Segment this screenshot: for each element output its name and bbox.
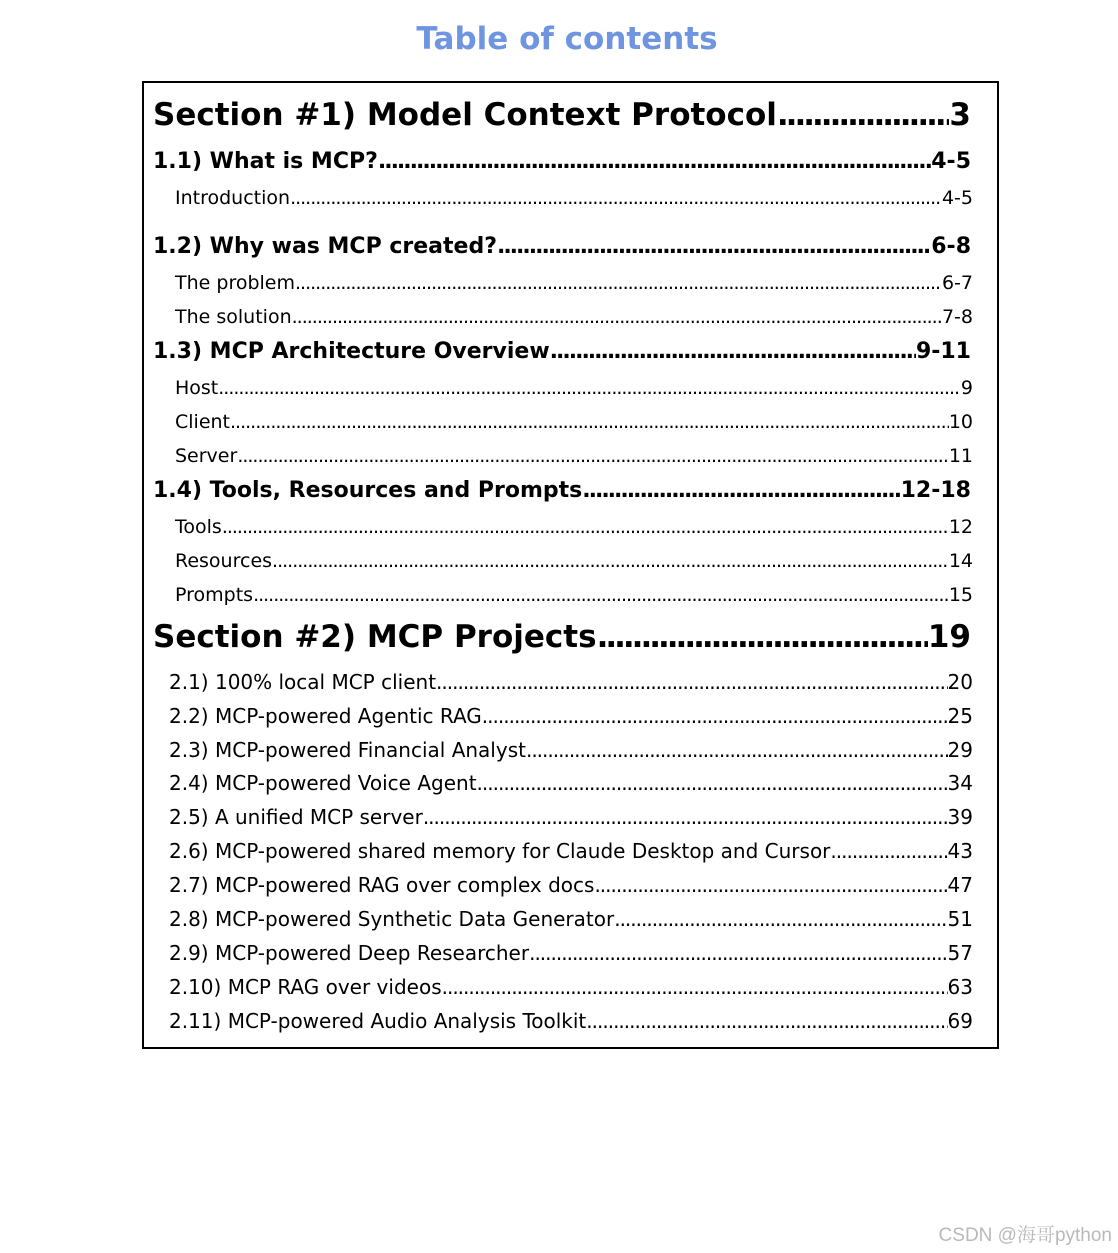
toc-subsection[interactable] [153,232,971,262]
toc-item[interactable] [175,184,973,212]
toc-project-item[interactable] [169,972,973,1002]
toc-page-number: 34 [947,771,973,795]
toc-page-number: 11 [948,445,973,467]
toc-item[interactable] [175,408,973,436]
toc-label: 1.3) MCP Architecture Overview [153,339,550,364]
toc-label: Section #2) MCP Projects [153,619,597,655]
toc-project-item[interactable] [169,701,973,731]
toc-page-number: 6-8 [931,234,971,259]
toc-label: 2.9) MCP-powered Deep Researcher [169,941,530,965]
toc-page-number: 4-5 [931,149,971,174]
toc-section-2[interactable] [153,617,971,657]
toc-subsection[interactable] [153,337,971,367]
leader-dots [477,768,948,798]
toc-page-number: 10 [948,411,973,433]
leader-dots [436,667,948,697]
leader-dots [777,95,950,135]
toc-page-number: 29 [947,738,973,762]
toc-page-number: 69 [947,1009,973,1033]
toc-page-number: 14 [948,550,973,572]
toc-project-item[interactable] [169,768,973,798]
toc-label: 1.1) What is MCP? [153,149,378,174]
leader-dots [526,735,948,765]
toc-label: 2.4) MCP-powered Voice Agent [169,771,477,795]
toc-project-item[interactable] [169,836,973,866]
toc-label: 2.11) MCP-powered Audio Analysis Toolkit [169,1009,587,1033]
leader-dots [253,581,949,609]
toc-label: 2.5) A unified MCP server [169,805,423,829]
leader-dots [295,269,942,297]
toc-label: 2.7) MCP-powered RAG over complex docs [169,873,595,897]
toc-label: 2.10) MCP RAG over videos [169,975,442,999]
leader-dots [230,408,949,436]
toc-page-number: 4-5 [941,187,973,209]
leader-dots [237,442,949,470]
toc-section-1[interactable] [153,95,971,135]
toc-label: The problem [175,272,295,294]
toc-subsection[interactable] [153,476,971,506]
toc-page-number: 3 [949,97,971,133]
leader-dots [830,836,947,866]
toc-item[interactable] [175,442,973,470]
leader-dots [482,701,948,731]
toc-page-number: 43 [947,839,973,863]
leader-dots [423,802,948,832]
toc-label: Host [175,377,219,399]
toc-label: 2.1) 100% local MCP client [169,670,437,694]
toc-page-number: 57 [947,941,973,965]
toc-page-number: 51 [947,907,973,931]
toc-label: Tools [175,516,222,538]
leader-dots [550,337,916,367]
toc-subsection[interactable] [153,147,971,177]
toc-label: The solution [175,306,292,328]
page-title: Table of contents [416,21,718,57]
leader-dots [594,870,947,900]
toc-label: 2.8) MCP-powered Synthetic Data Generator [169,907,615,931]
toc-label: Introduction [175,187,291,209]
leader-dots [586,1006,947,1036]
toc-label: 1.2) Why was MCP created? [153,234,497,259]
toc-label: 1.4) Tools, Resources and Prompts [153,478,583,503]
toc-item[interactable] [175,374,973,402]
toc-page-number: 6-7 [941,272,973,294]
toc-page-number: 9-11 [915,339,971,364]
toc-label: Client [175,411,231,433]
leader-dots [290,184,942,212]
watermark: CSDN @海哥python [938,1225,1112,1246]
toc-item[interactable] [175,303,973,331]
leader-dots [222,513,949,541]
toc-label: 2.6) MCP-powered shared memory for Claude Desktop and Cursor [169,839,831,863]
leader-dots [582,476,900,506]
leader-dots [497,232,931,262]
toc-project-item[interactable] [169,904,973,934]
leader-dots [272,547,949,575]
leader-dots [614,904,947,934]
toc-project-item[interactable] [169,802,973,832]
toc-page-number: 7-8 [941,306,973,328]
leader-dots [597,617,928,657]
leader-dots [292,303,942,331]
toc-item[interactable] [175,547,973,575]
toc-project-item[interactable] [169,870,973,900]
toc-page-number: 25 [947,704,973,728]
leader-dots [529,938,947,968]
toc-label: 2.2) MCP-powered Agentic RAG [169,704,482,728]
toc-box [142,81,999,1049]
toc-project-item[interactable] [169,1006,973,1036]
toc-project-item[interactable] [169,735,973,765]
toc-page-number: 15 [948,584,973,606]
toc-page-number: 47 [947,873,973,897]
toc-item[interactable] [175,269,973,297]
toc-page-number: 9 [960,377,973,399]
leader-dots [378,147,931,177]
toc-page-number: 63 [947,975,973,999]
toc-label: Server [175,445,238,467]
toc-label: Prompts [175,584,254,606]
toc-page-number: 39 [947,805,973,829]
toc-item[interactable] [175,513,973,541]
leader-dots [442,972,948,1002]
toc-label: Resources [175,550,273,572]
toc-page-number: 12 [948,516,973,538]
toc-label: 2.3) MCP-powered Financial Analyst [169,738,526,762]
toc-page-number: 19 [927,619,971,655]
toc-project-item[interactable] [169,667,973,697]
toc-page-number: 20 [947,670,973,694]
toc-project-item[interactable] [169,938,973,968]
toc-item[interactable] [175,581,973,609]
toc-page-number: 12-18 [900,478,971,503]
leader-dots [218,374,961,402]
toc-label: Section #1) Model Context Protocol [153,97,777,133]
